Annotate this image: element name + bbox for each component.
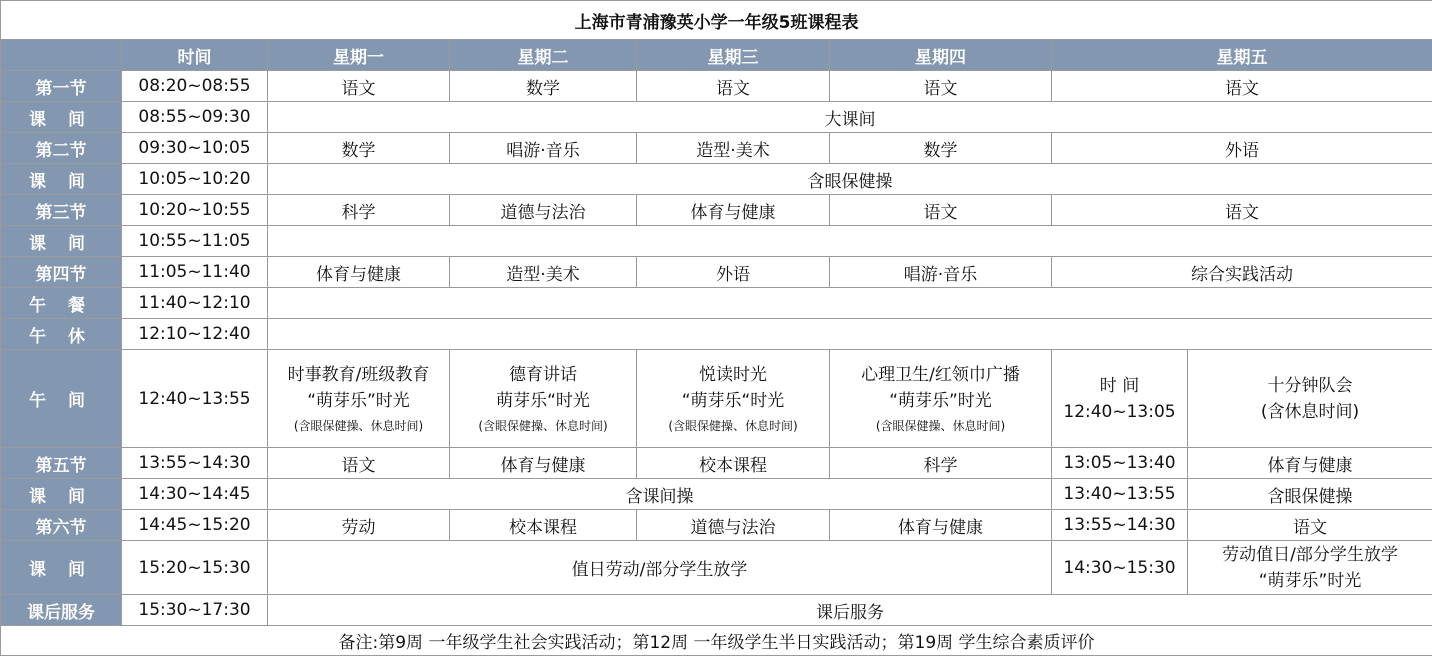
class-cell: 语文 [268,71,450,102]
activity-note: (含眼保健操、休息时间) [830,416,1051,436]
row-label: 课 间 [1,479,122,510]
class-cell: 劳动 [268,510,450,541]
class-cell: 校本课程 [450,510,637,541]
row-label: 午 间 [1,350,122,448]
time-cell: 14:30~14:45 [122,479,268,510]
time-cell: 14:45~15:20 [122,510,268,541]
row-period-4 [1,257,1432,288]
class-cell: 体育与健康 [268,257,450,288]
header-wednesday: 星期三 [637,40,830,71]
class-cell: 造型·美术 [450,257,637,288]
class-cell: 唱游·音乐 [450,133,637,164]
time-cell: 08:55~09:30 [122,102,268,133]
header-row [1,40,1432,71]
class-cell [268,350,450,448]
activity-line: 悦读时光 [637,362,829,388]
activity-line: 劳动值日/部分学生放学 [1188,542,1432,568]
break-cell [268,226,1432,257]
friday-time-cell: 13:05~13:40 [1052,448,1188,479]
activity-note: (含眼保健操、休息时间) [268,416,449,436]
row-label: 第五节 [1,448,122,479]
row-break-5 [1,479,1432,510]
class-cell: 体育与健康 [830,510,1052,541]
row-label: 第四节 [1,257,122,288]
time-cell: 10:55~11:05 [122,226,268,257]
row-period-6 [1,510,1432,541]
activity-line: 德育讲话 [450,362,636,388]
class-cell: 语文 [1052,195,1432,226]
time-cell: 12:10~12:40 [122,319,268,350]
class-cell [830,350,1052,448]
row-label: 第一节 [1,71,122,102]
break-cell [268,288,1432,319]
time-cell: 10:05~10:20 [122,164,268,195]
class-cell: 道德与法治 [450,195,637,226]
class-cell [450,350,637,448]
header-thursday: 星期四 [830,40,1052,71]
break-cell: 含眼保健操 [268,164,1432,195]
title-row [1,1,1432,40]
row-after-school [1,595,1432,626]
time-cell: 13:55~14:30 [122,448,268,479]
header-monday: 星期一 [268,40,450,71]
activity-line: (含休息时间) [1188,399,1432,425]
class-cell: 造型·美术 [637,133,830,164]
row-break-2 [1,164,1432,195]
class-cell: 体育与健康 [637,195,830,226]
row-period-1 [1,71,1432,102]
row-period-3 [1,195,1432,226]
class-cell: 数学 [830,133,1052,164]
friday-time-cell: 13:40~13:55 [1052,479,1188,510]
activity-line: “萌芽乐”时光 [1188,568,1432,594]
activity-line: “萌芽乐”时光 [830,388,1051,414]
row-label: 第六节 [1,510,122,541]
row-period-2 [1,133,1432,164]
time-cell: 12:40~13:55 [122,350,268,448]
class-cell: 综合实践活动 [1052,257,1432,288]
class-cell: 语文 [1052,71,1432,102]
class-cell [1188,541,1432,595]
class-cell: 含眼保健操 [1188,479,1432,510]
row-break-6 [1,541,1432,595]
row-label: 午 休 [1,319,122,350]
row-noon [1,350,1432,448]
friday-time-cell: 13:55~14:30 [1052,510,1188,541]
activity-line: “萌芽乐”时光 [268,388,449,414]
activity-line: 心理卫生/红领巾广播 [830,362,1051,388]
row-label: 课 间 [1,164,122,195]
time-cell: 08:20~08:55 [122,71,268,102]
class-cell: 语文 [1188,510,1432,541]
row-period-5 [1,448,1432,479]
activity-line: 十分钟队会 [1188,373,1432,399]
time-cell: 15:20~15:30 [122,541,268,595]
row-break-1 [1,102,1432,133]
time-cell: 10:20~10:55 [122,195,268,226]
row-lunch [1,288,1432,319]
row-label: 第三节 [1,195,122,226]
class-cell: 语文 [637,71,830,102]
row-label: 课 间 [1,102,122,133]
time-cell: 11:40~12:10 [122,288,268,319]
class-cell: 外语 [1052,133,1432,164]
time-cell: 11:05~11:40 [122,257,268,288]
header-friday: 星期五 [1052,40,1432,71]
activity-line: “萌芽乐“时光 [637,388,829,414]
note-row [1,626,1432,656]
class-cell: 道德与法治 [637,510,830,541]
activity-note: (含眼保健操、休息时间) [450,416,636,436]
page-title: 上海市青浦豫英小学一年级5班课程表 [1,1,1432,40]
row-label: 课 间 [1,226,122,257]
row-break-3 [1,226,1432,257]
row-label: 课 间 [1,541,122,595]
class-cell: 语文 [830,71,1052,102]
header-blank [1,40,122,71]
class-cell: 语文 [830,195,1052,226]
activity-line: 时 间 [1052,373,1187,399]
break-cell [268,319,1432,350]
class-cell: 体育与健康 [1188,448,1432,479]
row-label: 第二节 [1,133,122,164]
header-tuesday: 星期二 [450,40,637,71]
class-cell [637,350,830,448]
class-cell: 校本课程 [637,448,830,479]
class-cell: 体育与健康 [450,448,637,479]
row-rest [1,319,1432,350]
header-time: 时间 [122,40,268,71]
time-cell: 15:30~17:30 [122,595,268,626]
friday-time-cell [1052,350,1188,448]
break-cell: 值日劳动/部分学生放学 [268,541,1052,595]
activity-note: (含眼保健操、休息时间) [637,416,829,436]
break-cell: 课后服务 [268,595,1432,626]
class-cell: 科学 [268,195,450,226]
activity-line: 时事教育/班级教育 [268,362,449,388]
class-cell: 语文 [268,448,450,479]
remarks: 备注:第9周 一年级学生社会实践活动；第12周 一年级学生半日实践活动；第19周 学生综合素质评价 [1,626,1432,656]
activity-line: 萌芽乐“时光 [450,388,636,414]
break-cell: 含课间操 [268,479,1052,510]
class-cell: 科学 [830,448,1052,479]
class-cell [1188,350,1432,448]
row-label: 课后服务 [1,595,122,626]
break-cell: 大课间 [268,102,1432,133]
activity-line: 12:40~13:05 [1052,399,1187,425]
time-cell: 09:30~10:05 [122,133,268,164]
class-cell: 数学 [268,133,450,164]
row-label: 午 餐 [1,288,122,319]
class-cell: 数学 [450,71,637,102]
friday-time-cell: 14:30~15:30 [1052,541,1188,595]
class-cell: 外语 [637,257,830,288]
class-cell: 唱游·音乐 [830,257,1052,288]
